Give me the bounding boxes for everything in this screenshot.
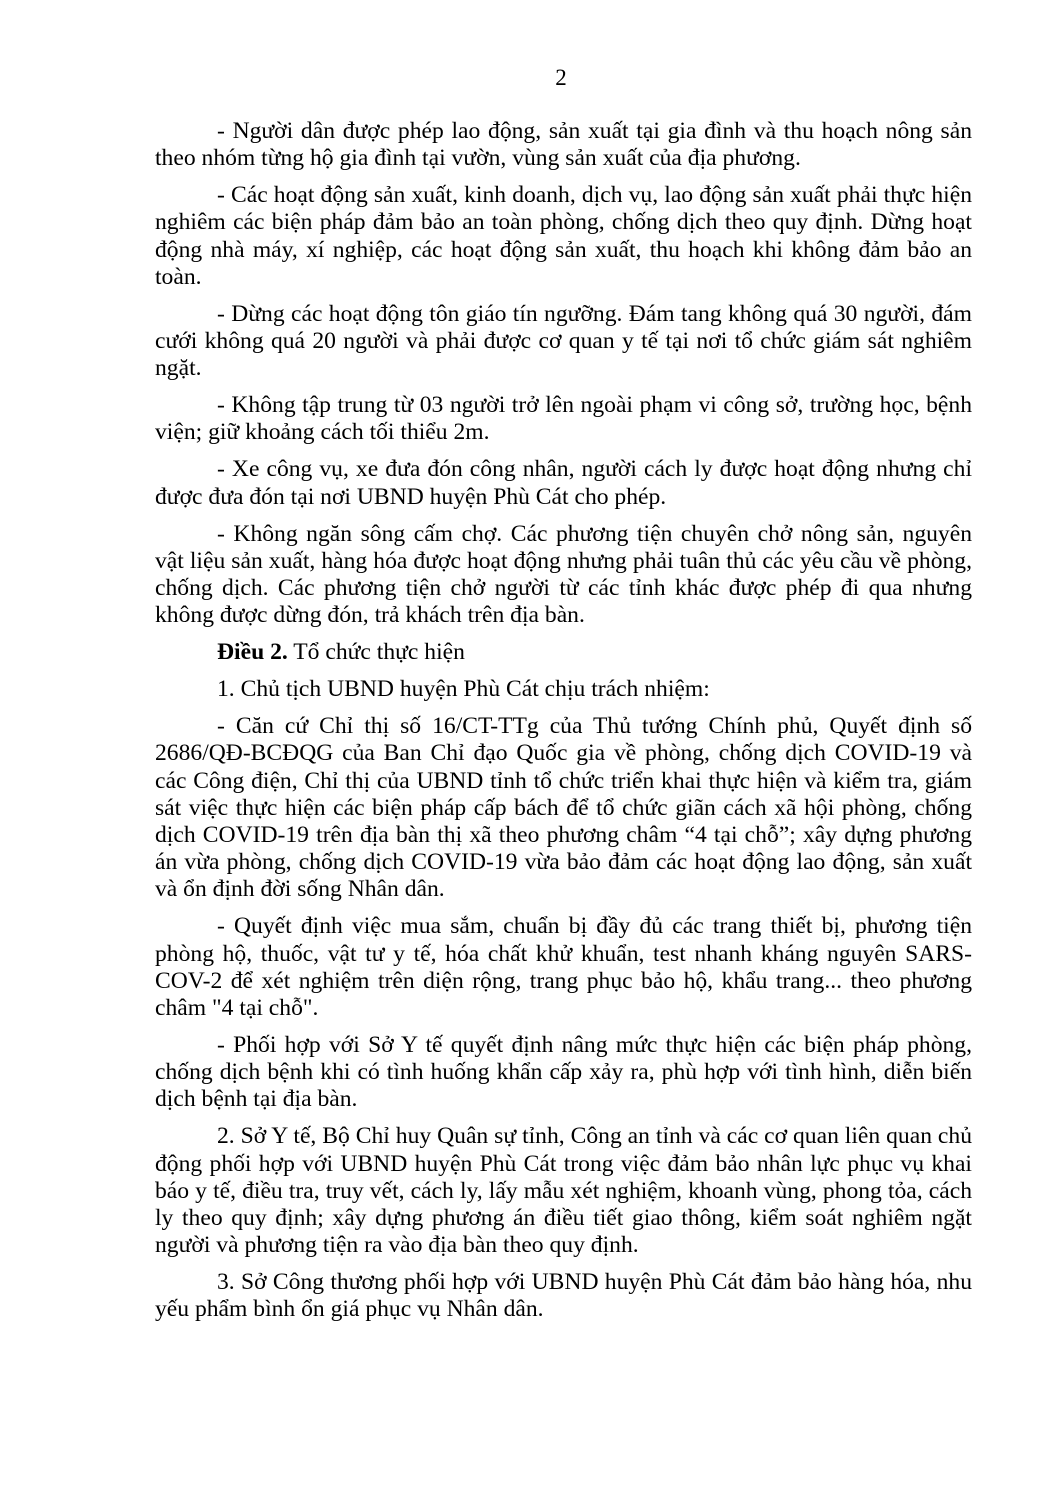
paragraph-no-gathering: - Không tập trung từ 03 người trở lên ngoài phạm vi công sở, trường học, bệnh viện; giữ khoảng cách tối thiểu 2m.	[155, 392, 972, 446]
paragraph-goods-transport: - Không ngăn sông cấm chợ. Các phương tiện chuyên chở nông sản, nguyên vật liệu sản xuất, hàng hóa được hoạt động nhưng phải tuân thủ các yêu cầu về phòng, chống dịch. Các phương tiện chở người từ các tỉnh khác được phép đi qua nhưng không được dừng đón, trả khách trên địa bàn.	[155, 520, 972, 629]
page-number: 2	[555, 65, 567, 90]
paragraph-trade-coordination: 3. Sở Công thương phối hợp với UBND huyện Phù Cát đảm bảo hàng hóa, nhu yếu phẩm bình ổn giá phục vụ Nhân dân.	[155, 1269, 972, 1323]
article-2-heading	[155, 639, 972, 666]
paragraph-directive-basis: - Căn cứ Chỉ thị số 16/CT-TTg của Thủ tướng Chính phủ, Quyết định số 2686/QĐ-BCĐQG của Ban Chỉ đạo Quốc gia về phòng, chống dịch COVID-19 và các Công điện, Chỉ thị của UBND tỉnh tổ chức triển khai thực hiện và kiểm tra, giám sát việc thực hiện các biện pháp cấp bách để tổ chức giãn cách xã hội phòng, chống dịch COVID-19 trên địa bàn thị xã theo phương châm “4 tại chỗ”; xây dựng phương án vừa phòng, chống dịch COVID-19 vừa bảo đảm các hoạt động lao động, sản xuất và ổn định đời sống Nhân dân.	[155, 713, 972, 903]
paragraph-chairman-responsibility: 1. Chủ tịch UBND huyện Phù Cát chịu trách nhiệm:	[217, 676, 710, 703]
paragraph-procurement: - Quyết định việc mua sắm, chuẩn bị đầy đủ các trang thiết bị, phương tiện phòng hộ, thuốc, vật tư y tế, hóa chất khử khuẩn, test nhanh kháng nguyên SARS-COV-2 để xét nghiệm trên diện rộng, trang phục bảo hộ, khẩu trang... theo phương châm "4 tại chỗ".	[155, 913, 972, 1022]
paragraph-business-activities: - Các hoạt động sản xuất, kinh doanh, dịch vụ, lao động sản xuất phải thực hiện nghiêm các biện pháp đảm bảo an toàn phòng, chống dịch theo quy định. Dừng hoạt động nhà máy, xí nghiệp, các hoạt động sản xuất, thu hoạch khi không đảm bảo an toàn.	[155, 182, 972, 290]
paragraph-religious-gatherings: - Dừng các hoạt động tôn giáo tín ngưỡng. Đám tang không quá 30 người, đám cưới không quá 20 người và phải được cơ quan y tế tại nơi tổ chức giám sát nghiêm ngặt.	[155, 300, 972, 382]
paragraph-health-coordination: - Phối hợp với Sở Y tế quyết định nâng mức thực hiện các biện pháp phòng, chống dịch bệnh khi có tình huống khẩn cấp xảy ra, phù hợp với tình hình, diễn biến dịch bệnh tại địa bàn.	[155, 1032, 972, 1113]
article-2-label: Điều 2.	[217, 639, 288, 666]
article-2-title: Tổ chức thực hiện	[287, 639, 465, 666]
paragraph-farming: - Người dân được phép lao động, sản xuất tại gia đình và thu hoạch nông sản theo nhóm từng hộ gia đình tại vườn, vùng sản xuất của địa phương.	[155, 118, 972, 172]
document-body	[155, 118, 972, 1333]
paragraph-agency-coordination: 2. Sở Y tế, Bộ Chỉ huy Quân sự tỉnh, Công an tỉnh và các cơ quan liên quan chủ động phối hợp với UBND huyện Phù Cát trong việc đảm bảo nhân lực phục vụ khai báo y tế, điều tra, truy vết, cách ly, lấy mẫu xét nghiệm, khoanh vùng, phong tỏa, cách ly theo quy định; xây dựng phương án điều tiết giao thông, kiểm soát nghiêm ngặt người và phương tiện ra vào địa bàn theo quy định.	[155, 1123, 972, 1259]
paragraph-vehicles: - Xe công vụ, xe đưa đón công nhân, người cách ly được hoạt động nhưng chỉ được đưa đón tại nơi UBND huyện Phù Cát cho phép.	[155, 456, 972, 510]
